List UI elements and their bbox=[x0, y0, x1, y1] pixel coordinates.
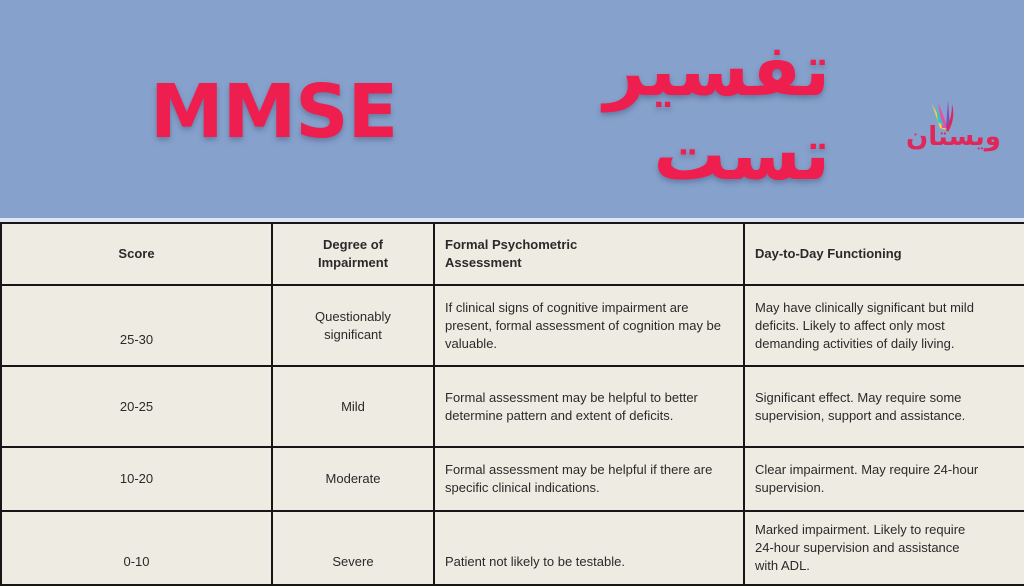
cell-assessment: Formal assessment may be helpful if there are specific clinical indications. bbox=[434, 447, 744, 511]
cell-functioning: Significant effect. May require some supervision, support and assistance. bbox=[744, 366, 1024, 447]
cell-score: 10-20 bbox=[1, 447, 272, 511]
title-persian: تفسیر تست bbox=[603, 28, 830, 196]
brand-logo bbox=[900, 100, 1001, 170]
banner bbox=[0, 0, 1024, 218]
cell-functioning: Marked impairment. Likely to require 24-hour supervision and assistance with ADL. bbox=[744, 511, 1024, 585]
table-row bbox=[1, 366, 1024, 447]
cell-degree: Moderate bbox=[272, 447, 434, 511]
logo-wordmark: ویستان bbox=[906, 122, 1001, 152]
cell-assessment bbox=[434, 511, 744, 585]
title-latin: MMSE bbox=[150, 69, 398, 155]
table-header-row bbox=[1, 223, 1024, 285]
table-row bbox=[1, 511, 1024, 585]
table-row bbox=[1, 447, 1024, 511]
page-title bbox=[150, 28, 830, 196]
cell-score: 20-25 bbox=[1, 366, 272, 447]
cell-score bbox=[1, 285, 272, 366]
cell-degree: Mild bbox=[272, 366, 434, 447]
header-score: Score bbox=[1, 223, 272, 285]
score-value: 0-10 bbox=[123, 554, 150, 569]
cell-assessment: If clinical signs of cognitive impairment are present, formal assessment of cognition may be valuable. bbox=[434, 285, 744, 366]
table-row bbox=[1, 285, 1024, 366]
cell-assessment: Formal assessment may be helpful to better determine pattern and extent of deficits. bbox=[434, 366, 744, 447]
cell-functioning: May have clinically significant but mild deficits. Likely to affect only most demanding activities of daily living. bbox=[744, 285, 1024, 366]
degree-value: Severe bbox=[332, 554, 374, 569]
header-functioning: Day-to-Day Functioning bbox=[744, 223, 1024, 285]
score-value: 25-30 bbox=[119, 331, 154, 347]
header-degree: Degree of Impairment bbox=[272, 223, 434, 285]
cell-functioning: Clear impairment. May require 24-hour supervision. bbox=[744, 447, 1024, 511]
cell-degree: Questionably significant bbox=[272, 285, 434, 366]
cell-degree bbox=[272, 511, 434, 585]
header-assessment: Formal Psychometric Assessment bbox=[434, 223, 744, 285]
mmse-interpretation-table bbox=[0, 222, 1024, 586]
assessment-value: Patient not likely to be testable. bbox=[445, 554, 625, 569]
cell-score bbox=[1, 511, 272, 585]
